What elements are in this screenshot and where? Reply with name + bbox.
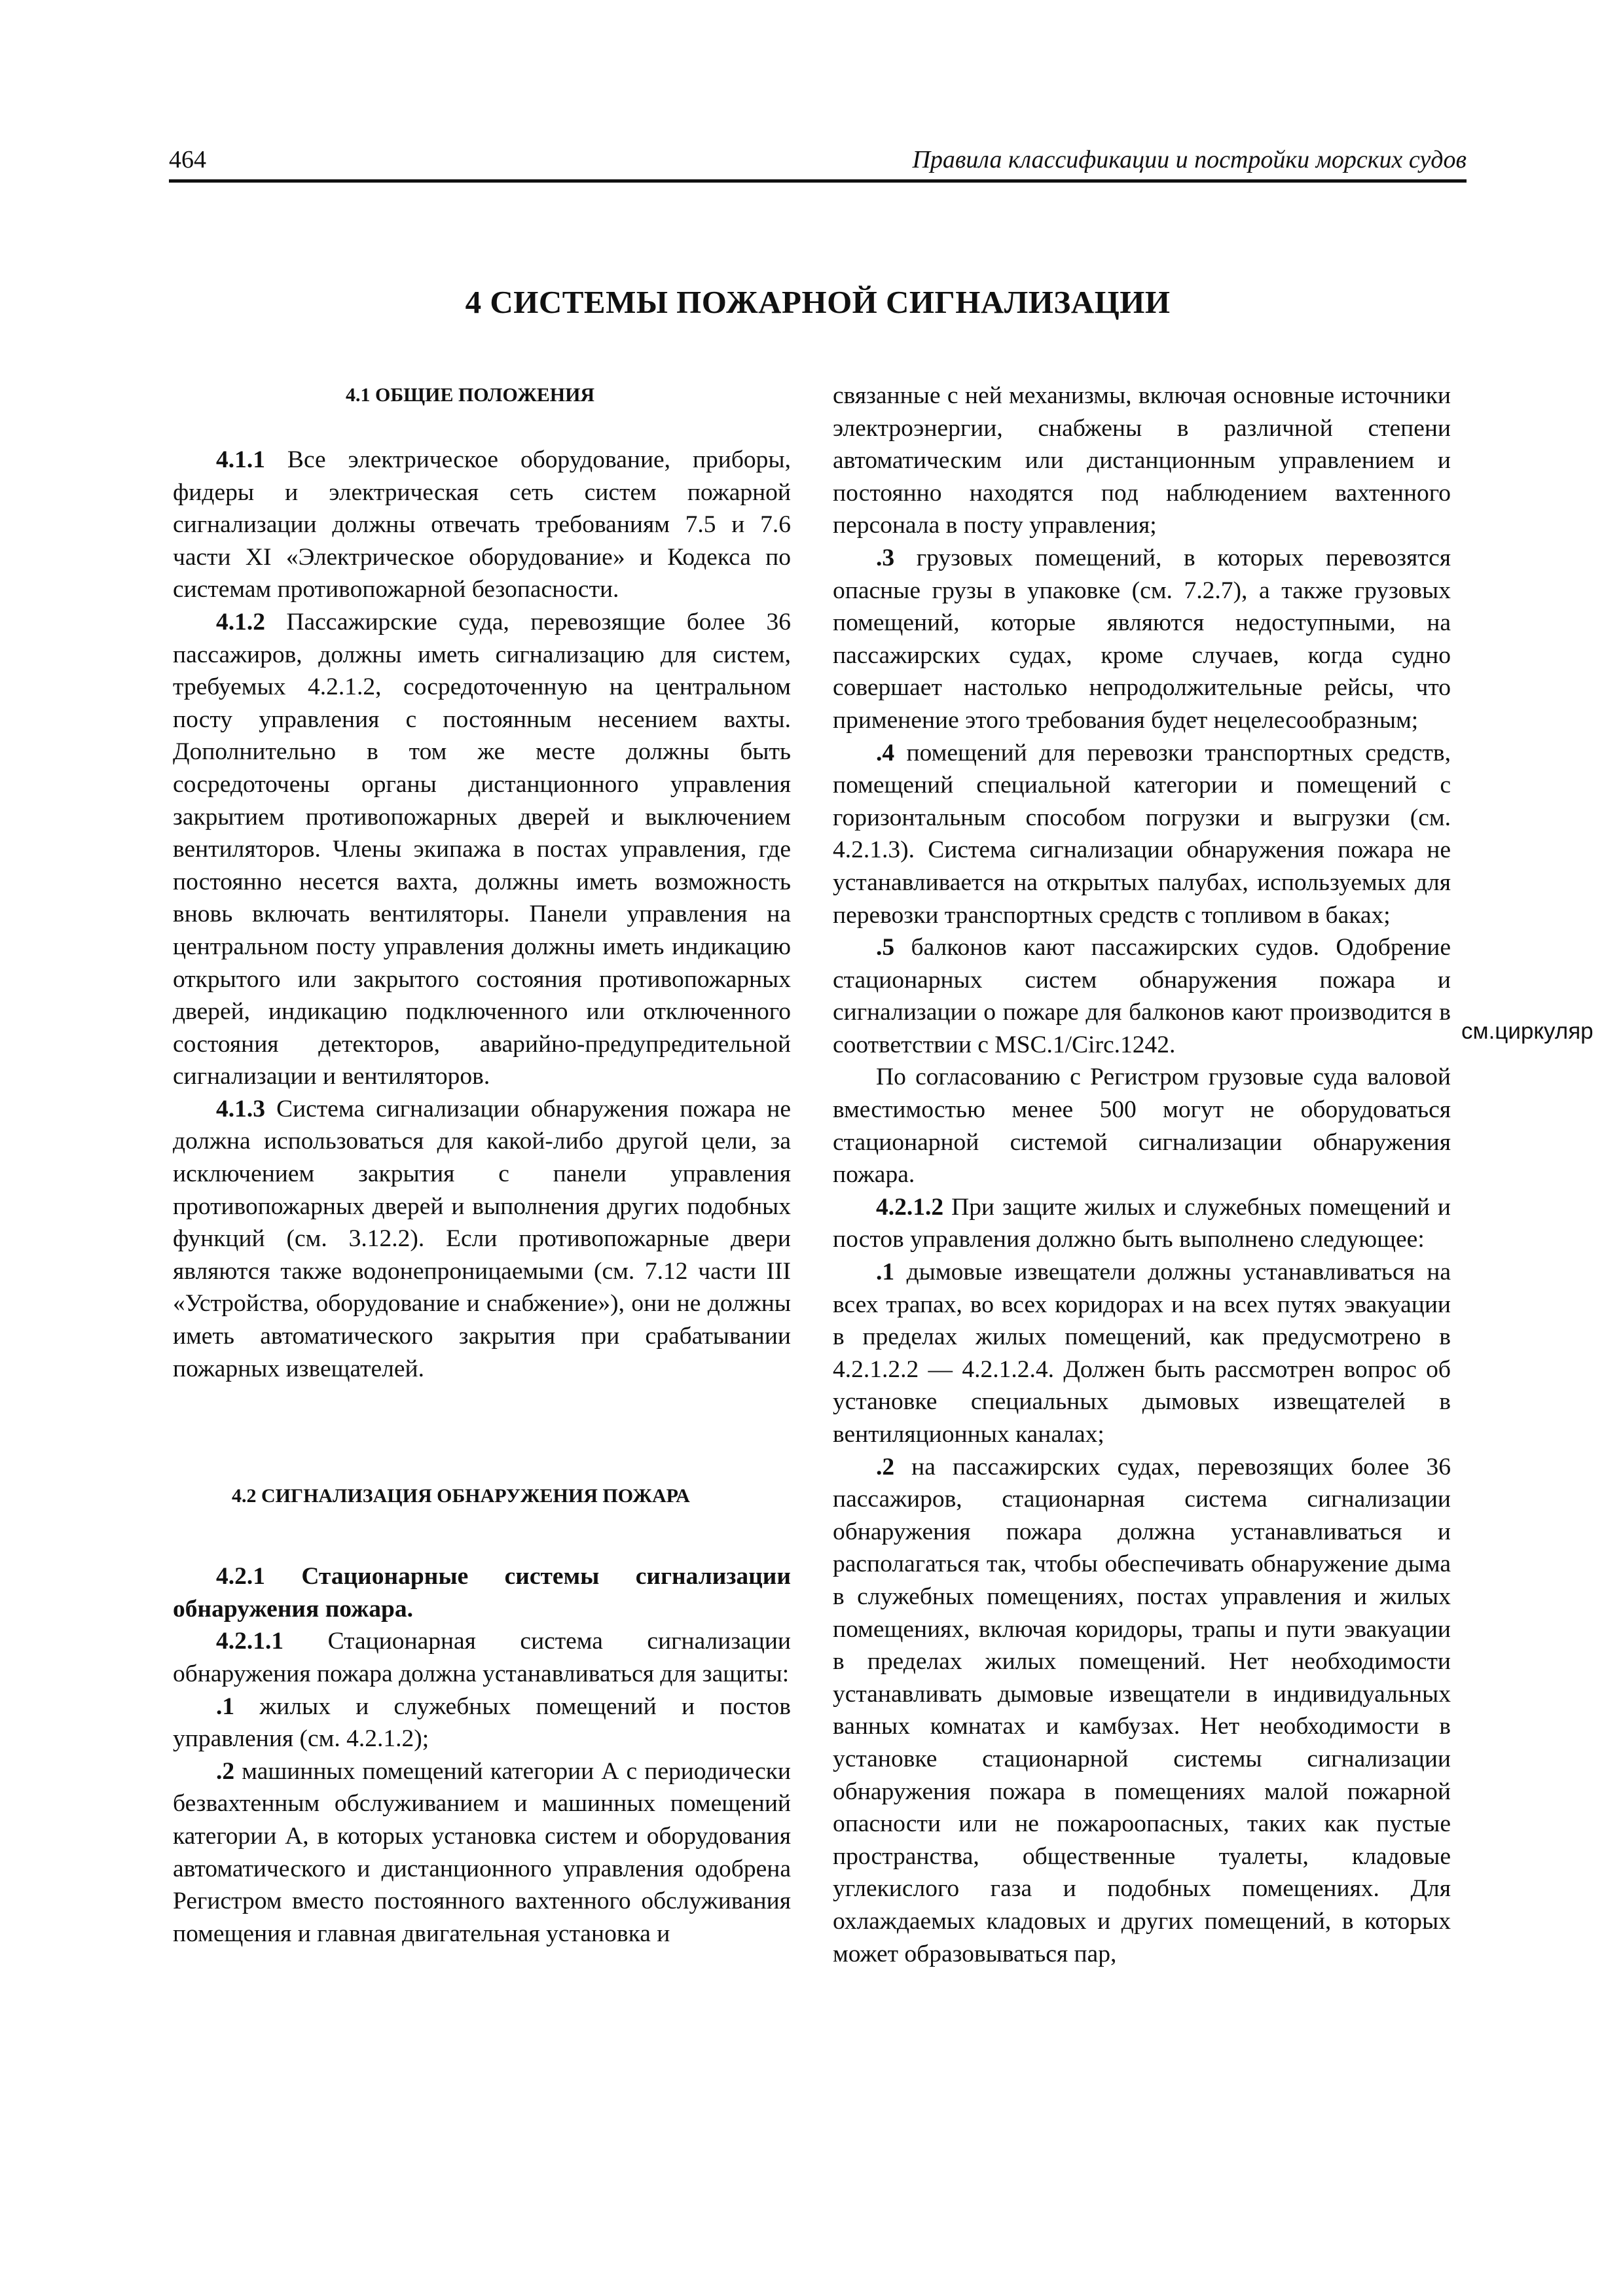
clause-number: 4.1.1 [216, 446, 265, 473]
paragraph-text: Система сигнализации обнаружения пожара не должна использоваться для какой-либо другой цели, за исключением закрытия с панели управления противопожарных дверей и выполнения других подобных функций (см. 3.12.2). Если противопожарные двери являются также водонепроницаемыми (см. 7.12 части III «Устройства, оборудование и снабжение»), они не должны иметь автоматического закрытия при срабатывании пожарных извещателей. [173, 1095, 791, 1382]
page-header [169, 143, 1467, 183]
clause-number: 4.2.1.1 [216, 1628, 284, 1655]
item-text: дымовые извещатели должны устанавливаться на всех трапах, во всех коридорах и на всех путях эвакуации в пределах жилых помещений, как предусмотрено в 4.2.1.2.2 — 4.2.1.2.4. Должен быть рассмотрен вопрос об установке специальных дымовых извещателей в вентиляционных каналах; [833, 1259, 1451, 1448]
section-heading-4-1: 4.1 ОБЩИЕ ПОЛОЖЕНИЯ [346, 384, 595, 406]
chapter-title: 4 СИСТЕМЫ ПОЖАРНОЙ СИГНАЛИЗАЦИИ [465, 284, 1171, 320]
sub-item-2 [833, 1451, 1451, 1971]
item-number: .2 [216, 1757, 235, 1785]
margin-note: см.циркуляр [1461, 1018, 1594, 1044]
paragraph-4-2-1 [173, 1560, 791, 1625]
left-column [173, 380, 791, 1950]
item-number: .1 [876, 1259, 895, 1286]
item-text: жилых и служебных помещений и постов управления (см. 4.2.1.2); [173, 1693, 791, 1753]
item-number: .5 [876, 934, 895, 961]
clause-number: 4.1.3 [216, 1095, 265, 1122]
right-column [833, 380, 1451, 1970]
item-number: .4 [876, 739, 895, 766]
continued-paragraph: связанные с ней механизмы, включая основные источники электроэнергии, снабжены в различной степени автоматическим или дистанционным управлением и постоянно находятся под наблюдением вахтенного персонала в посту управления; [833, 382, 1451, 539]
clause-number: 4.2.1 [216, 1563, 265, 1590]
paragraph-text: Стационарная система сигнализации обнаружения пожара должна устанавливаться для защиты: [173, 1628, 791, 1687]
agreement-paragraph: По согласованию с Регистром грузовые суда валовой вместимостью менее 500 могут не оборудоваться стационарной системой сигнализации обнаружения пожара. [833, 1064, 1451, 1189]
list-item-4 [833, 737, 1451, 932]
item-text: помещений для перевозки транспортных средств, помещений специальной категории и помещений с горизонтальным способом погрузки и выгрузки (см. 4.2.1.3). Система сигнализации обнаружения пожара не устанавливается на открытых палубах, используемых для перевозки транспортных средств с топливом в баках; [833, 739, 1451, 929]
item-text: на пассажирских судах, перевозящих более 36 пассажиров, стационарная система сигнализации обнаружения пожара должна устанавливаться и располагаться так, чтобы обеспечивать обнаружение дыма в служебных помещениях, постах управления и жилых помещениях, включая коридоры, трапы и пути эвакуации в пределах жилых помещений. Нет необходимости устанавливать дымовые извещатели в индивидуальных ванных комнатах и камбузах. Нет необходимости в установке стационарной системы сигнализации обнаружения пожара в помещениях малой пожарной опасности или не пожароопасных, таких как пустые пространства, общественные туалеты, кладовые углекислого газа и подобных помещениях. Для охлаждаемых кладовых и других помещений, в которых может образовываться пар, [833, 1453, 1451, 1967]
paragraph-4-1-3 [173, 1093, 791, 1385]
paragraph-text: Пассажирские суда, перевозящие более 36 пассажиров, должны иметь сигнализацию для систем, требуемых 4.2.1.2, сосредоточенную на центральном посту управления с постоянным несением вахты. Дополнительно в том же месте должны быть сосредоточены органы дистанционного управления закрытием противопожарных дверей и выключением вентиляторов. Члены экипажа в постах управления, где постоянно несется вахта, должны иметь возможность вновь включать вентиляторы. Панели управления на центральном посту управления должны иметь индикацию открытого или закрытого состояния противопожарных дверей, индикацию подключенного или отключенного состояния детекторов, аварийно-предупредительной сигнализации и вентиляторов. [173, 608, 791, 1090]
paragraph-4-1-2 [173, 606, 791, 1093]
item-number: .1 [216, 1693, 235, 1720]
item-number: .2 [876, 1453, 895, 1480]
paragraph-4-2-1-1 [173, 1625, 791, 1690]
paragraph-text: Стационарные системы сигнализации обнаружения пожара. [173, 1563, 791, 1623]
running-title: Правила классификации и постройки морских судов [912, 146, 1467, 173]
page-number: 464 [169, 146, 206, 173]
paragraph-4-2-1-2 [833, 1191, 1451, 1256]
paragraph-text: Все электрическое оборудование, приборы, фидеры и электрическая сеть систем пожарной сигнализации должны отвечать требованиям 7.5 и 7.6 части XI «Электрическое оборудование» и Кодекса по системам противопожарной безопасности. [173, 446, 791, 603]
list-item-2 [173, 1755, 791, 1950]
paragraph-4-1-1 [173, 444, 791, 606]
section-heading-4-2: 4.2 СИГНАЛИЗАЦИЯ ОБНАРУЖЕНИЯ ПОЖАРА [232, 1485, 690, 1507]
item-text: машинных помещений категории А с периодически безвахтенным обслуживанием и машинных помещений категории А, в которых установка систем и оборудования автоматического и дистанционного управления одобрена Регистром вместо постоянного вахтенного обслуживания помещения и главная двигательная установка и [173, 1757, 791, 1947]
clause-number: 4.2.1.2 [876, 1193, 944, 1221]
clause-number: 4.1.2 [216, 608, 265, 636]
list-item-1 [173, 1691, 791, 1755]
paragraph-text: При защите жилых и служебных помещений и постов управления должно быть выполнено следующее: [833, 1193, 1451, 1253]
list-item-5 [833, 931, 1451, 1061]
item-number: .3 [876, 544, 895, 571]
item-text: грузовых помещений, в которых перевозятся опасные грузы в упаковке (см. 7.2.7), а также грузовых помещений, которые являются недоступными, на пассажирских судах, кроме случаев, когда судно совершает настолько непродолжительные рейсы, что применение этого требования будет нецелесообразным; [833, 544, 1451, 734]
sub-item-1 [833, 1256, 1451, 1451]
item-text: балконов кают пассажирских судов. Одобрение стационарных систем обнаружения пожара и сигнализации о пожаре для балконов кают производится в соответствии с MSC.1/Circ.1242. [833, 934, 1451, 1058]
list-item-3 [833, 542, 1451, 737]
